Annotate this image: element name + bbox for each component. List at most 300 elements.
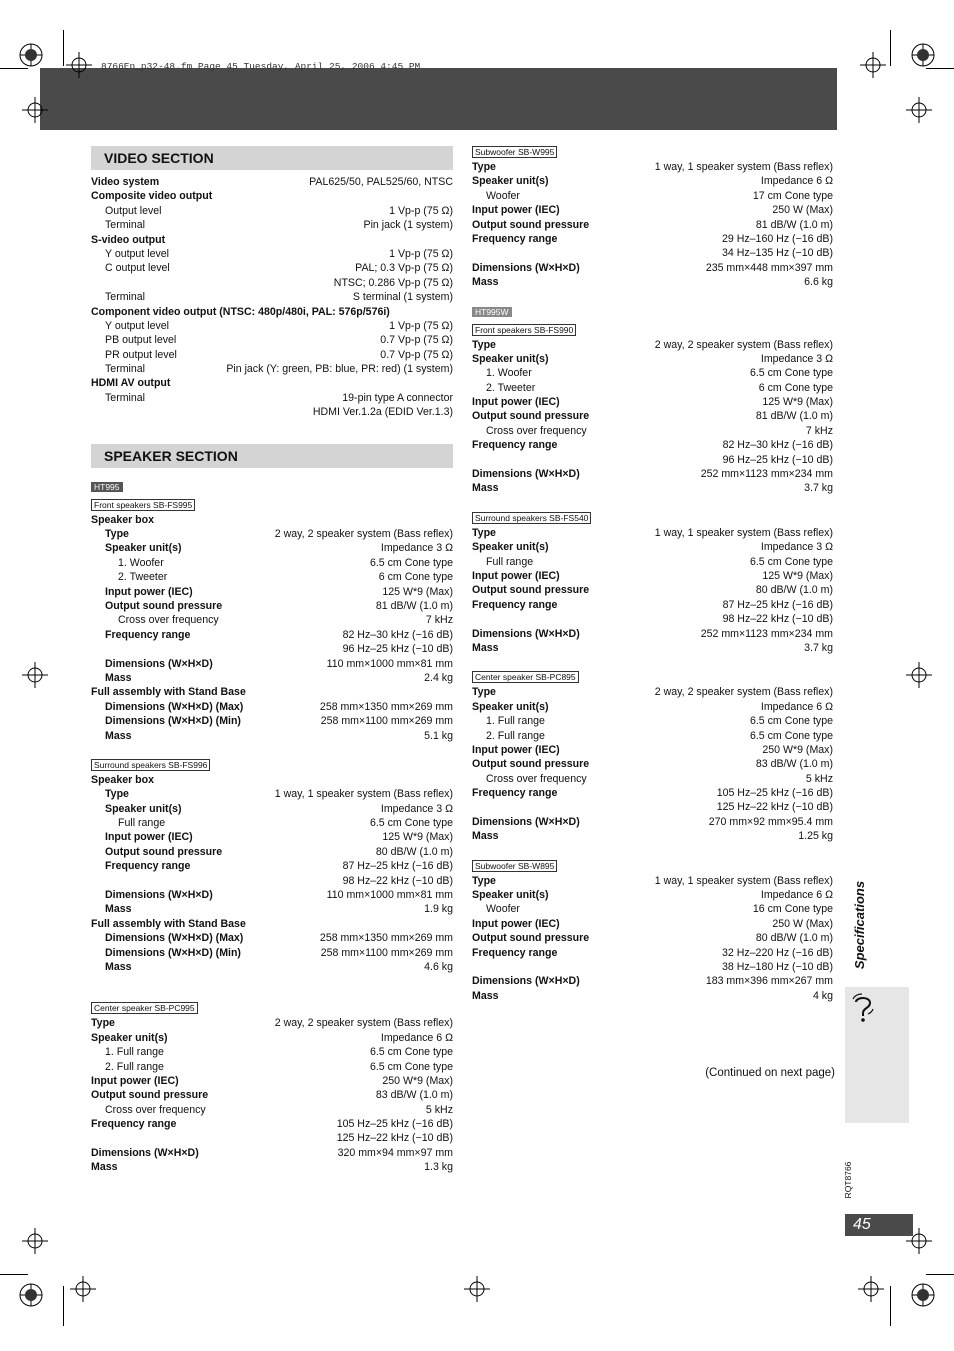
spec-value: 32 Hz–220 Hz (−16 dB) [721, 946, 833, 959]
spec-row [91, 917, 453, 931]
video-spec-list [91, 175, 453, 420]
spec-value: 1.25 kg [798, 830, 833, 843]
spec-row [472, 555, 833, 569]
spec-label: Output level [105, 204, 162, 217]
spec-label: Speaker unit(s) [91, 1031, 168, 1044]
spec-value: 250 W (Max) [772, 204, 833, 217]
spec-label: Type [105, 788, 129, 801]
spec-label: Frequency range [105, 860, 191, 873]
spec-row [91, 527, 453, 541]
spec-label: Frequency range [91, 1118, 177, 1131]
spec-value: 87 Hz–25 kHz (−16 dB) [342, 860, 453, 873]
spec-label: Dimensions (W×H×D) [91, 1146, 199, 1159]
spec-value: 125 Hz–22 kHz (−10 dB) [336, 1132, 453, 1145]
spec-row [91, 642, 453, 656]
spec-label: Type [91, 1017, 115, 1030]
spec-row [91, 902, 453, 916]
spec-row [472, 685, 833, 699]
spec-value: 6.5 cm Cone type [369, 1060, 453, 1073]
spec-label: Frequency range [472, 946, 558, 959]
trim-line [63, 1286, 64, 1326]
spec-row [472, 174, 833, 188]
spec-row [91, 513, 453, 527]
spec-row [472, 218, 833, 232]
spec-value: 2 way, 2 speaker system (Bass reflex) [654, 686, 833, 699]
spec-label: 2. Tweeter [118, 571, 168, 584]
spec-row [91, 175, 453, 189]
spec-value: 16 cm Cone type [752, 903, 833, 916]
spec-row [472, 583, 833, 597]
spec-label: Component video output (NTSC: 480p/480i, PAL: 576p/576i) [91, 305, 390, 318]
spec-value: 1.9 kg [424, 903, 453, 916]
crosshair-mark [858, 1276, 884, 1302]
spec-row [472, 641, 833, 655]
spec-row [91, 685, 453, 699]
spec-label: Dimensions (W×H×D) [472, 815, 580, 828]
trim-line [63, 30, 64, 66]
spec-row [472, 352, 833, 366]
crosshair-mark [464, 1276, 490, 1302]
spec-value: 6.5 cm Cone type [369, 817, 453, 830]
spec-value: 83 dB/W (1.0 m) [375, 1089, 453, 1102]
spec-label: Composite video output [91, 190, 213, 203]
spec-row [91, 773, 453, 787]
spec-value: 1 Vp-p (75 Ω) [389, 319, 453, 332]
trim-line [0, 1274, 28, 1275]
spec-label: Input power (IEC) [91, 1074, 179, 1087]
spec-label: Mass [472, 276, 499, 289]
spec-row [91, 585, 453, 599]
spec-row [91, 391, 453, 405]
spec-label: Type [105, 528, 129, 541]
spec-value: 34 Hz–135 Hz (−10 dB) [721, 247, 833, 260]
spec-row [472, 902, 833, 916]
spec-row [472, 960, 833, 974]
spec-row [472, 569, 833, 583]
video-section-heading: VIDEO SECTION [91, 146, 453, 170]
spec-label: Y output level [105, 319, 170, 332]
spec-value: HDMI Ver.1.2a (EDID Ver.1.3) [312, 406, 453, 419]
crosshair-mark [860, 52, 886, 78]
spec-value: 250 W*9 (Max) [382, 1074, 453, 1087]
spec-value: 125 W*9 (Max) [762, 569, 833, 582]
spec-row [91, 729, 453, 743]
spec-value: Pin jack (Y: green, PB: blue, PR: red) (1 system) [226, 363, 453, 376]
spec-value: 125 W*9 (Max) [382, 585, 453, 598]
spec-row [91, 671, 453, 685]
spec-label: Full range [486, 555, 534, 568]
spec-value: 6.5 cm Cone type [369, 556, 453, 569]
spec-label: PB output level [105, 334, 177, 347]
spec-row [472, 261, 833, 275]
block-title-subwoofer-w895: Subwoofer SB-W895 [472, 860, 557, 872]
page-number: 45 [845, 1214, 913, 1236]
spec-row [91, 830, 453, 844]
spec-value: 81 dB/W (1.0 m) [375, 599, 453, 612]
spec-label: Mass [472, 482, 499, 495]
spec-label: Y output level [105, 247, 170, 260]
spec-row [91, 1045, 453, 1059]
registration-mark-bottom-left [18, 1282, 44, 1308]
header-bar [40, 68, 837, 130]
spec-value: 258 mm×1100 mm×269 mm [320, 946, 453, 959]
spec-row [91, 405, 453, 419]
spec-value: 7 kHz [805, 424, 833, 437]
spec-row [91, 960, 453, 974]
spec-value: 6.5 cm Cone type [749, 555, 833, 568]
spec-label: Speaker box [91, 773, 155, 786]
spec-value: Impedance 6 Ω [760, 175, 833, 188]
spec-value: 6.5 cm Cone type [369, 1046, 453, 1059]
spec-row [91, 628, 453, 642]
spec-label: Full range [118, 817, 166, 830]
spec-value: 80 dB/W (1.0 m) [755, 584, 833, 597]
spec-label: Type [472, 874, 496, 887]
spec-label: Speaker box [91, 513, 155, 526]
spec-label: Speaker unit(s) [472, 175, 549, 188]
spec-row [91, 816, 453, 830]
spec-label: Cross over frequency [118, 614, 219, 627]
spec-value: 82 Hz–30 kHz (−16 dB) [722, 439, 833, 452]
spec-row [472, 189, 833, 203]
block-title-surround-fs996: Surround speakers SB-FS996 [91, 759, 210, 771]
trim-line [926, 68, 954, 69]
spec-label: Frequency range [472, 598, 558, 611]
trim-line [926, 1274, 954, 1275]
spec-row [472, 800, 833, 814]
spec-row [91, 189, 453, 203]
spec-label: Mass [472, 989, 499, 1002]
spec-row [91, 613, 453, 627]
spec-value: 110 mm×1000 mm×81 mm [326, 657, 453, 670]
spec-value: 6 cm Cone type [758, 381, 833, 394]
spec-label: Terminal [105, 363, 146, 376]
spec-label: S-video output [91, 233, 166, 246]
spec-label: Cross over frequency [486, 772, 587, 785]
spec-value: 81 dB/W (1.0 m) [755, 218, 833, 231]
spec-label: Output sound pressure [472, 932, 590, 945]
spec-value: NTSC; 0.286 Vp-p (75 Ω) [333, 276, 453, 289]
spec-label: Woofer [486, 903, 520, 916]
spec-label: Input power (IEC) [472, 743, 560, 756]
left-column [91, 146, 453, 1175]
spec-value: 80 dB/W (1.0 m) [755, 932, 833, 945]
center-pc895-spec-list [472, 685, 833, 843]
spec-label: Speaker unit(s) [472, 700, 549, 713]
spec-row [91, 1117, 453, 1131]
spec-value: 96 Hz–25 kHz (−10 dB) [722, 453, 833, 466]
spec-label: Output sound pressure [472, 584, 590, 597]
spec-label: Full assembly with Stand Base [91, 917, 246, 930]
spec-row [472, 729, 833, 743]
side-tab [845, 987, 909, 1123]
spec-row [91, 1103, 453, 1117]
spec-label: Input power (IEC) [472, 917, 560, 930]
spec-row [472, 540, 833, 554]
spec-value: 125 Hz–22 kHz (−10 dB) [716, 801, 833, 814]
registration-mark-bottom-right [910, 1282, 936, 1308]
spec-value: 6.5 cm Cone type [749, 729, 833, 742]
spec-row [91, 700, 453, 714]
spec-label: Output sound pressure [105, 599, 223, 612]
spec-row [91, 888, 453, 902]
spec-row [472, 438, 833, 452]
spec-row [91, 276, 453, 290]
spec-row [91, 714, 453, 728]
spec-value: 105 Hz–25 kHz (−16 dB) [336, 1118, 453, 1131]
spec-value: 110 mm×1000 mm×81 mm [326, 889, 453, 902]
spec-value: 87 Hz–25 kHz (−16 dB) [722, 598, 833, 611]
spec-label: Frequency range [472, 787, 558, 800]
spec-label: Mass [472, 830, 499, 843]
spec-label: Type [472, 526, 496, 539]
spec-label: Dimensions (W×H×D) (Max) [105, 700, 244, 713]
spec-value: 0.7 Vp-p (75 Ω) [380, 348, 453, 361]
spec-row [91, 556, 453, 570]
spec-value: 1 Vp-p (75 Ω) [389, 204, 453, 217]
spec-value: 1 way, 1 speaker system (Bass reflex) [274, 788, 453, 801]
spec-row [472, 246, 833, 260]
spec-label: Cross over frequency [105, 1103, 206, 1116]
spec-row [472, 974, 833, 988]
spec-row [91, 845, 453, 859]
spec-row [91, 261, 453, 275]
spec-row [472, 598, 833, 612]
spec-row [472, 888, 833, 902]
spec-value: 6 cm Cone type [378, 571, 453, 584]
spec-value: Impedance 3 Ω [760, 352, 833, 365]
spec-row [472, 526, 833, 540]
spec-label: Type [472, 161, 496, 173]
spec-value: 80 dB/W (1.0 m) [375, 845, 453, 858]
spec-row [472, 160, 833, 174]
spec-label: 2. Full range [105, 1060, 164, 1073]
crosshair-mark [66, 52, 92, 78]
spec-row [472, 203, 833, 217]
spec-row [472, 481, 833, 495]
spec-row [472, 714, 833, 728]
spec-row [91, 233, 453, 247]
spec-value: 270 mm×92 mm×95.4 mm [708, 815, 833, 828]
spec-label: Frequency range [472, 439, 558, 452]
spec-row [472, 424, 833, 438]
spec-value: 82 Hz–30 kHz (−16 dB) [342, 628, 453, 641]
print-info-line: 8766En_p32-48.fm Page 45 Tuesday, April 25, 2006 4:45 PM [101, 61, 421, 72]
spec-label: Speaker unit(s) [105, 802, 182, 815]
spec-label: Output sound pressure [91, 1089, 209, 1102]
spec-label: Video system [91, 176, 160, 188]
spec-label: Output sound pressure [472, 758, 590, 771]
surround-fs540-spec-list [472, 526, 833, 656]
spec-row [472, 467, 833, 481]
trim-line [0, 68, 28, 69]
spec-row [91, 348, 453, 362]
spec-value: 1.3 kg [424, 1161, 453, 1174]
spec-label: 1. Woofer [118, 556, 164, 569]
spec-row [91, 1074, 453, 1088]
subwoofer-w895-spec-list [472, 874, 833, 1004]
spec-label: Mass [105, 903, 132, 916]
spec-label: 1. Full range [105, 1046, 164, 1059]
spec-value: 98 Hz–22 kHz (−10 dB) [342, 874, 453, 887]
spec-value: 5 kHz [425, 1103, 453, 1116]
spec-row [91, 931, 453, 945]
spec-value: 235 mm×448 mm×397 mm [705, 261, 833, 274]
spec-value: S terminal (1 system) [352, 291, 453, 304]
spec-label: Terminal [105, 219, 146, 232]
spec-value: 3.7 kg [804, 482, 833, 495]
spec-row [91, 362, 453, 376]
spec-label: Dimensions (W×H×D) (Max) [105, 932, 244, 945]
spec-row [472, 275, 833, 289]
subwoofer-w995-spec-list [472, 160, 833, 290]
spec-value: 5 kHz [805, 772, 833, 785]
spec-value: 320 mm×94 mm×97 mm [337, 1146, 453, 1159]
spec-label: Mass [105, 960, 132, 973]
spec-row [472, 395, 833, 409]
spec-label: Type [472, 686, 496, 699]
crosshair-mark [906, 97, 932, 123]
spec-label: Mass [91, 1161, 118, 1174]
spec-label: Input power (IEC) [105, 585, 193, 598]
question-icon [851, 993, 875, 1028]
spec-row [91, 1131, 453, 1145]
spec-label: 1. Full range [486, 715, 545, 728]
spec-value: 250 W*9 (Max) [762, 743, 833, 756]
spec-row [472, 757, 833, 771]
spec-value: 2 way, 2 speaker system (Bass reflex) [274, 1017, 453, 1030]
spec-row [91, 599, 453, 613]
spec-label: Speaker unit(s) [105, 542, 182, 555]
spec-value: 2.4 kg [424, 671, 453, 684]
document-code: RQT8766 [843, 1161, 853, 1199]
model-tag-ht995: HT995 [91, 482, 123, 492]
spec-label: Dimensions (W×H×D) [472, 627, 580, 640]
spec-row [91, 787, 453, 801]
spec-value: PAL625/50, PAL525/60, NTSC [309, 176, 453, 188]
spec-value: 83 dB/W (1.0 m) [755, 758, 833, 771]
spec-value: Impedance 6 Ω [380, 1031, 453, 1044]
trim-line [890, 30, 891, 66]
block-title-center-pc995: Center speaker SB-PC995 [91, 1002, 198, 1014]
spec-label: Type [472, 338, 496, 351]
spec-row [91, 1088, 453, 1102]
spec-value: 4.6 kg [424, 960, 453, 973]
spec-row [472, 612, 833, 626]
spec-value: 6.6 kg [804, 276, 833, 289]
trim-line [890, 1286, 891, 1326]
spec-row [91, 859, 453, 873]
spec-row [91, 305, 453, 319]
spec-value: 4 kg [812, 989, 833, 1002]
spec-row [472, 917, 833, 931]
spec-label: Input power (IEC) [472, 396, 560, 409]
spec-label: Woofer [486, 189, 520, 202]
spec-value: 252 mm×1123 mm×234 mm [700, 468, 833, 481]
speaker-section-heading: SPEAKER SECTION [91, 444, 453, 468]
spec-label: Dimensions (W×H×D) [105, 889, 213, 902]
spec-row [91, 570, 453, 584]
spec-row [91, 1016, 453, 1030]
block-title-center-pc895: Center speaker SB-PC895 [472, 671, 579, 683]
spec-label: Terminal [105, 391, 146, 404]
spec-row [472, 815, 833, 829]
spec-row [472, 453, 833, 467]
spec-value: 5.1 kg [424, 729, 453, 742]
spec-label: Speaker unit(s) [472, 541, 549, 554]
spec-label: Mass [105, 729, 132, 742]
crosshair-mark [22, 662, 48, 688]
spec-value: 7 kHz [425, 614, 453, 627]
spec-label: 2. Tweeter [486, 381, 536, 394]
spec-label: Mass [105, 671, 132, 684]
spec-value: 29 Hz–160 Hz (−16 dB) [721, 232, 833, 245]
spec-row [91, 1160, 453, 1174]
spec-label: Frequency range [472, 232, 558, 245]
spec-label: C output level [105, 262, 170, 275]
spec-row [472, 366, 833, 380]
spec-value: 6.5 cm Cone type [749, 715, 833, 728]
spec-value: 38 Hz–180 Hz (−10 dB) [721, 960, 833, 973]
spec-value: 2 way, 2 speaker system (Bass reflex) [654, 338, 833, 351]
spec-row [91, 874, 453, 888]
spec-label: Speaker unit(s) [472, 352, 549, 365]
spec-row [472, 946, 833, 960]
spec-label: Dimensions (W×H×D) [472, 468, 580, 481]
spec-value: 2 way, 2 speaker system (Bass reflex) [274, 528, 453, 541]
spec-row [91, 204, 453, 218]
crosshair-mark [906, 662, 932, 688]
spec-value: 3.7 kg [804, 641, 833, 654]
spec-value: 258 mm×1350 mm×269 mm [319, 932, 453, 945]
block-title-front-fs990: Front speakers SB-FS990 [472, 324, 576, 336]
spec-row [91, 541, 453, 555]
spec-label: 1. Woofer [486, 367, 532, 380]
spec-row [472, 874, 833, 888]
front-fs990-spec-list [472, 338, 833, 496]
crosshair-mark [22, 1228, 48, 1254]
spec-row [472, 989, 833, 1003]
right-column [472, 142, 833, 1003]
spec-row [91, 290, 453, 304]
spec-value: 6.5 cm Cone type [749, 367, 833, 380]
spec-row [91, 1146, 453, 1160]
spec-label: Output sound pressure [105, 845, 223, 858]
spec-value: 258 mm×1100 mm×269 mm [320, 715, 453, 728]
spec-row [472, 743, 833, 757]
spec-value: 125 W*9 (Max) [762, 396, 833, 409]
spec-label: Output sound pressure [472, 410, 590, 423]
spec-label: Terminal [105, 291, 146, 304]
spec-row [91, 218, 453, 232]
spec-label: Cross over frequency [486, 424, 587, 437]
spec-value: 19-pin type A connector [342, 391, 453, 404]
spec-value: 252 mm×1123 mm×234 mm [700, 627, 833, 640]
spec-value: Impedance 6 Ω [760, 889, 833, 902]
spec-label: Input power (IEC) [105, 831, 193, 844]
spec-value: 81 dB/W (1.0 m) [755, 410, 833, 423]
block-title-surround-fs540: Surround speakers SB-FS540 [472, 512, 591, 524]
registration-mark-top-right [910, 42, 936, 68]
crosshair-mark [22, 97, 48, 123]
spec-row [91, 657, 453, 671]
spec-label: HDMI AV output [91, 377, 171, 390]
spec-value: 96 Hz–25 kHz (−10 dB) [342, 643, 453, 656]
spec-label: Input power (IEC) [472, 204, 560, 217]
spec-row [472, 338, 833, 352]
spec-value: PAL; 0.3 Vp-p (75 Ω) [355, 262, 453, 275]
spec-row [91, 319, 453, 333]
